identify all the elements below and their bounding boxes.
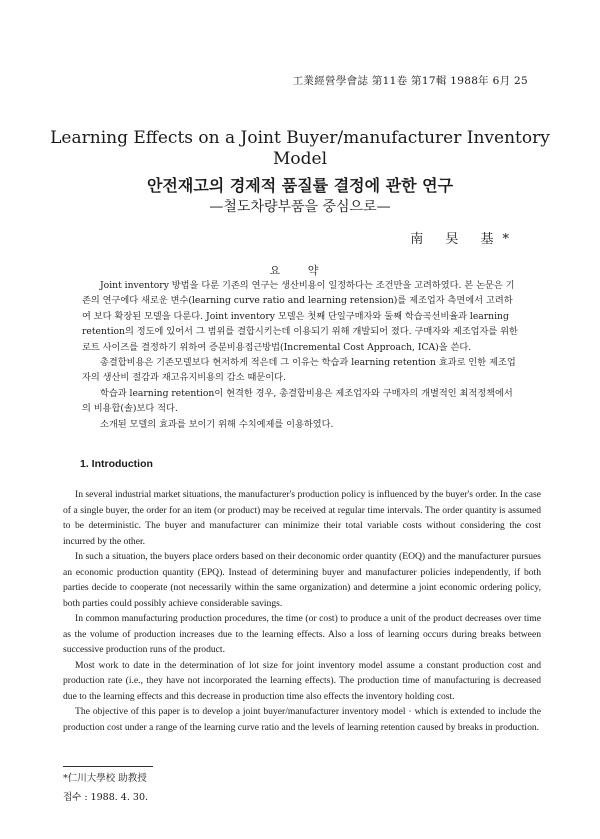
footnote-affiliation: *仁川大學校 助教授	[63, 773, 147, 784]
footnote-divider	[63, 766, 153, 767]
abstract-paragraph: Joint inventory 방법을 다룬 기존의 연구는 생산비용이 일정하다는 조건만을 고려하였다. 본 논문은 기존의 연구에다 새로운 변수(learning curve ratio and learning retension)를 제조업자 측면에서 고려하여 보다 확장된 모델을 다룬다. Joint inventory 모델은 첫째 단일구매자와 둘째 학습곡선비율과 learning retention의 정도에 있어서 그 범위를 결합시키는데 이용되기 위해 개발되어 졌다. 구매자와 제조업자를 위한 로트 사이즈를 결정하기 위하여 증분비용접근방법(Incremental Cost Approach, ICA)을 쓴다.	[82, 280, 518, 353]
body-paragraph: The objective of this paper is to develop a joint buyer/manufacturer inventory model · which is extended to include the production cost under a range of the learning curve ratio and the levels of learning retention caused by breaks in production.	[63, 706, 541, 733]
body-paragraph: In several industrial market situations, the manufacturer's production policy is influenced by the buyer's order. In the case of a single buyer, the order for an item (or product) may be received at regular time intervals. The order quantity is assumed to be deterministic. The buyer and manufacturer can minimize their total variable costs without considering the cost incurred by the other.	[63, 489, 541, 547]
body-paragraph: Most work to date in the determination of lot size for joint inventory model assume a constant production cost and production rate (i.e., they have not incorporated the learning effects). The production time of manufacturing is decreased due to the learning effects and this decrease in production time also effects the inventory holding cost.	[63, 659, 541, 702]
abstract	[82, 278, 520, 432]
body-paragraph: In such a situation, the buyers place orders based on their deconomic order quantity (EOQ) and the manufacturer pursues an economic production quantity (EPQ). Instead of determining buyer and manufacturer policies independently, if both parties decide to cooperate (not necessarily within the same organization) and determine a joint economic ordering policy, both parties could possibly achieve considerable savings.	[63, 551, 541, 609]
author-name: 南 旲 基*	[410, 232, 518, 247]
abstract-paragraph: 소개된 모델의 효과를 보이기 위해 수치예제를 이용하였다.	[100, 418, 334, 430]
introduction-body	[63, 487, 541, 735]
abstract-heading: 요 약	[269, 264, 331, 277]
abstract-paragraph: 총결합비용은 기존모델보다 현저하게 적은데 그 이유는 학습과 learning retention 효과로 인한 제조업자의 생산비 절감과 재고유지비용의 감소 때문이다.	[82, 357, 516, 384]
abstract-paragraph: 학습과 learning retention이 현격한 경우, 총결합비용은 제조업자와 구매자의 개별적인 최적정책에서의 비용합(솔)보다 적다.	[82, 387, 513, 415]
title-block	[40, 128, 560, 216]
footnote-received-date: 접수 : 1988. 4. 30.	[63, 792, 149, 803]
body-paragraph: In common manufacturing production procedures, the time (or cost) to produce a unit of the product decreases over time as the volume of production increases due to the learning effects. Also a loss of learning occurs during breaks between successive production runs of the product.	[63, 613, 541, 655]
paper-subtitle-korean: —철도차량부품을 중심으로—	[209, 199, 391, 215]
running-head: 工業經營學會誌 第11卷 第17輯 1988年 6月 25	[292, 75, 528, 87]
paper-title-english: Learning Effects on a Joint Buyer/manufacturer Inventory Model	[50, 128, 550, 169]
section-heading-introduction: 1. Introduction	[80, 458, 153, 470]
paper-title-korean: 안전재고의 경제적 품질률 결정에 관한 연구	[146, 176, 454, 195]
